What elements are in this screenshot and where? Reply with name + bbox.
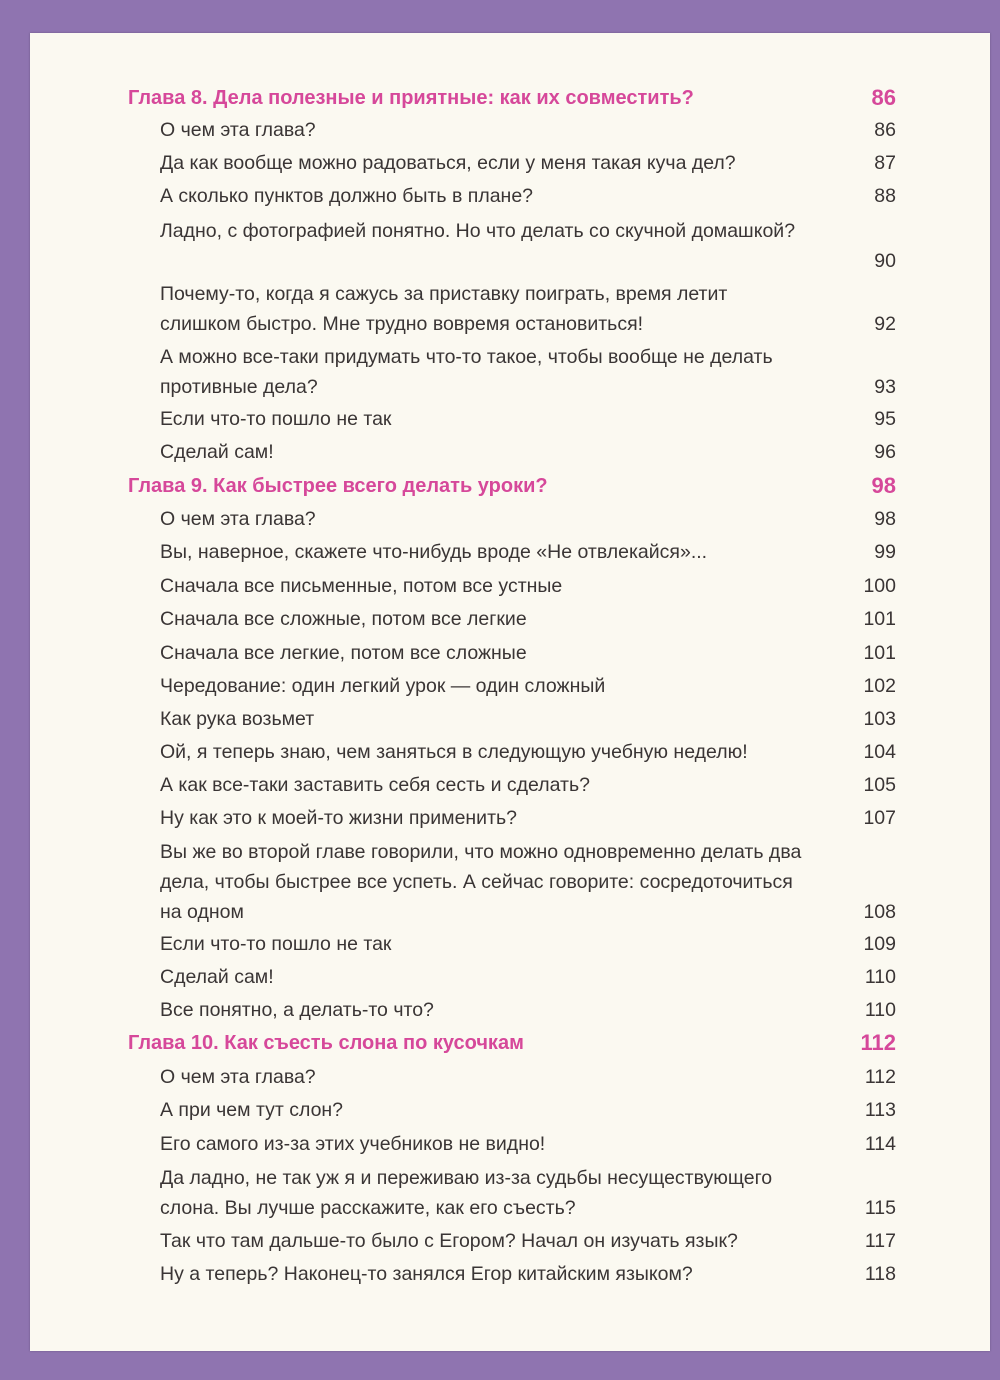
toc-entry (30, 770, 990, 800)
toc-entry-page: 87 (874, 152, 896, 174)
toc-entry-text: Если что-то пошло не так (160, 408, 392, 430)
toc-entry (30, 504, 990, 534)
toc-entry-page: 114 (864, 1133, 896, 1155)
toc-entry (30, 571, 990, 601)
toc-entry-text: Чередование: один легкий урок — один сложный (160, 675, 606, 697)
toc-entry (30, 837, 990, 929)
toc-entry-page: 101 (863, 608, 896, 630)
toc-entry (30, 437, 990, 467)
toc-entry-text: Сначала все сложные, потом все легкие (160, 608, 527, 630)
toc-entry-page: 88 (874, 185, 896, 207)
toc-entry (30, 1095, 990, 1125)
toc-entry-page: 110 (864, 966, 896, 988)
toc-entry (30, 148, 990, 178)
toc-entry-page: 100 (863, 575, 896, 597)
toc-entry-text: Почему-то, когда я сажусь за приставку поиграть, время летит слишком быстро. Мне трудно вовремя остановиться! (160, 283, 728, 335)
toc-entry-text: Так что там дальше-то было с Егором? Начал он изучать язык? (160, 1230, 738, 1252)
chapter-heading (30, 84, 990, 114)
toc-entry-text: Сначала все легкие, потом все сложные (160, 642, 527, 664)
toc-entry-page: 104 (863, 741, 896, 763)
chapter-page-number: 112 (860, 1030, 896, 1055)
toc-entry-page: 93 (874, 376, 896, 398)
toc-entry-text: Да ладно, не так уж я и переживаю из-за судьбы несуществующего слона. Вы лучше расскажите, как его съесть? (160, 1167, 773, 1219)
toc-entry-text: О чем эта глава? (160, 508, 316, 530)
toc-entry (30, 1259, 990, 1289)
toc-entry-page: 112 (864, 1066, 896, 1088)
toc-entry-page: 105 (863, 774, 896, 796)
toc-entry-page: 86 (874, 119, 896, 141)
toc-entry-text: Его самого из-за этих учебников не видно! (160, 1133, 546, 1155)
toc-entry-text: Да как вообще можно радоваться, если у меня такая куча дел? (160, 152, 736, 174)
toc-entry (30, 962, 990, 992)
toc-entry (30, 342, 990, 404)
toc-entry-text: Как рука возьмет (160, 708, 315, 730)
table-of-contents (30, 33, 990, 1351)
chapter-page-number: 98 (871, 473, 896, 498)
toc-entry (30, 404, 990, 434)
chapter-heading (30, 472, 990, 502)
toc-entry-text: Ладно, с фотографией понятно. Но что делать со скучной домашкой? (160, 220, 796, 242)
toc-entry-text: О чем эта глава? (160, 119, 316, 141)
toc-entry-page: 110 (864, 999, 896, 1021)
toc-entry-text: А при чем тут слон? (160, 1099, 344, 1121)
toc-entry-text: Ну а теперь? Наконец-то занялся Егор китайским языком? (160, 1263, 693, 1285)
toc-entry (30, 115, 990, 145)
toc-entry (30, 671, 990, 701)
toc-entry (30, 279, 990, 341)
toc-entry-page: 115 (864, 1197, 896, 1219)
toc-entry-page: 98 (874, 508, 896, 530)
toc-entry-text: О чем эта глава? (160, 1066, 316, 1088)
chapter-page-number: 86 (871, 85, 896, 110)
toc-entry-page: 107 (863, 807, 896, 829)
chapter-title: Глава 9. Как быстрее всего делать уроки? (128, 475, 548, 497)
toc-entry-text: А можно все-таки придумать что-то такое, чтобы вообще не делать противные дела? (160, 346, 773, 398)
toc-entry-page: 117 (864, 1230, 896, 1252)
toc-entry-text: Сделай сам! (160, 966, 274, 988)
toc-entry (30, 1163, 990, 1225)
toc-entry-text: Если что-то пошло не так (160, 933, 392, 955)
chapter-title: Глава 8. Дела полезные и приятные: как их совместить? (128, 87, 694, 109)
toc-entry-text: Вы, наверное, скажете что-нибудь вроде «Не отвлекайся»... (160, 541, 708, 563)
toc-entry-page: 108 (863, 901, 896, 923)
toc-entry-text: Все понятно, а делать-то что? (160, 999, 434, 1021)
toc-entry-text: Сначала все письменные, потом все устные (160, 575, 563, 597)
toc-entry (30, 929, 990, 959)
toc-entry-page: 118 (864, 1263, 896, 1285)
toc-entry-page: 103 (863, 708, 896, 730)
toc-entry (30, 1062, 990, 1092)
toc-entry (30, 704, 990, 734)
toc-entry (30, 638, 990, 668)
toc-entry-text: Ой, я теперь знаю, чем заняться в следующую учебную неделю! (160, 741, 748, 763)
toc-entry (30, 995, 990, 1025)
toc-entry (30, 1129, 990, 1159)
toc-entry (30, 803, 990, 833)
book-page (30, 33, 990, 1351)
toc-entry-text: Вы же во второй главе говорили, что можно одновременно делать два дела, чтобы быстрее все успеть. А сейчас говорите: сосредоточиться на одном (160, 841, 802, 923)
toc-entry-page: 99 (874, 541, 896, 563)
toc-entry-text: А сколько пунктов должно быть в плане? (160, 185, 534, 207)
toc-entry-page: 92 (874, 313, 896, 335)
toc-entry (30, 737, 990, 767)
toc-entry-page: 101 (863, 642, 896, 664)
toc-entry (30, 181, 990, 211)
toc-entry (30, 537, 990, 567)
toc-entry-page: 102 (863, 675, 896, 697)
toc-entry-page: 109 (863, 933, 896, 955)
toc-entry-page: 95 (874, 408, 896, 430)
toc-entry-text: А как все-таки заставить себя сесть и сделать? (160, 774, 590, 796)
toc-entry-page: 96 (874, 441, 896, 463)
toc-entry (30, 604, 990, 634)
toc-entry (30, 216, 990, 278)
chapter-heading (30, 1029, 990, 1059)
toc-entry (30, 1226, 990, 1256)
chapter-title: Глава 10. Как съесть слона по кусочкам (128, 1032, 524, 1054)
toc-entry-text: Ну как это к моей-то жизни применить? (160, 807, 518, 829)
toc-entry-page: 90 (874, 250, 896, 272)
toc-entry-page: 113 (864, 1099, 896, 1121)
toc-entry-text: Сделай сам! (160, 441, 274, 463)
